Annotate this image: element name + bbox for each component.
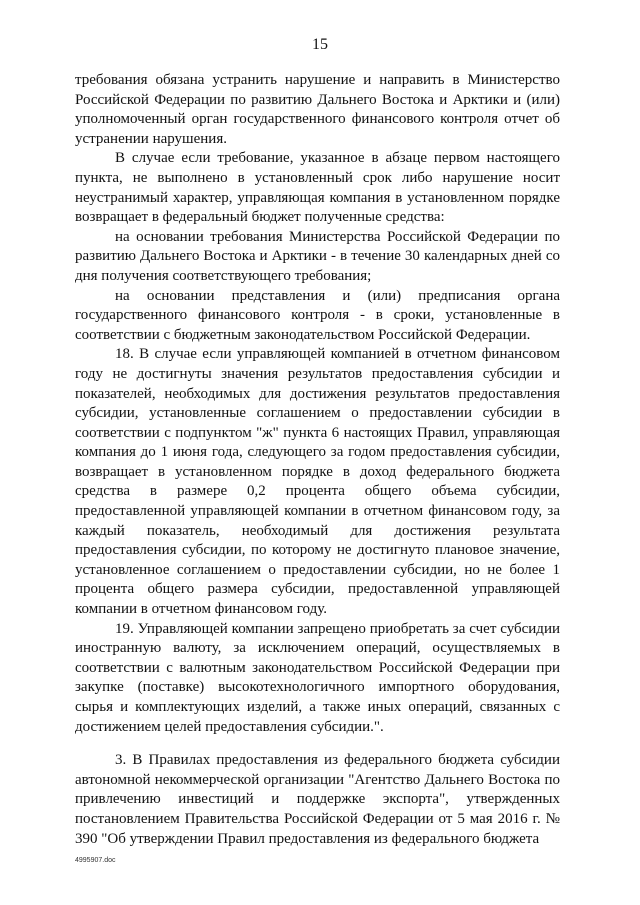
paragraph-3: на основании требования Министерства Российской Федерации по развитию Дальнего Востока и Арктики - в течение 30 календарных дней со дня получения соответствующего требования; [75,228,560,284]
document-file-name: 4995907.doc [75,857,116,864]
paragraph-6: 19. Управляющей компании запрещено приобретать за счет субсидии иностранную валюту, за исключением операций, осуществляемых в соответствии с валютным законодательством Российской Федерации при закупке (поставке) высокотехнологичного импортного оборудования, сырья и комплектующих изделий, а также иных операций, связанных с достижением целей предоставления субсидии.". [75,620,560,735]
paragraph-2: В случае если требование, указанное в абзаце первом настоящего пункта, не выполнено в установленный срок либо нарушение носит неустранимый характер, управляющая компания в установленном порядке возвращает в федеральный бюджет полученные средства: [75,150,560,226]
paragraph-7: 3. В Правилах предоставления из федерального бюджета субсидии автономной некоммерческой организации "Агентство Дальнего Востока по привлечению инвестиций и поддержке экспорта", утвержденных постановлением Правительства Российской Федерации от 5 мая 2016 г. № 390 "Об утверждении Правил предоставления из федерального бюджета [75,752,560,847]
page-number: 15 [312,36,328,53]
paragraph-1: требования обязана устранить нарушение и направить в Министерство Российской Федерации по развитию Дальнего Востока и Арктики и (или) уполномоченный орган государственного финансового контроля отчет об устранении нарушения. [75,72,560,147]
document-body [75,71,560,849]
paragraph-5: 18. В случае если управляющей компанией в отчетном финансовом году не достигнуты значения результатов предоставления субсидии и показателей, необходимых для достижения результатов предоставления субсидии, установленные соглашением о предоставлении субсидии в соответствии с подпунктом "ж" пункта 6 настоящих Правил, управляющая компания до 1 июня года, следующего за годом предоставления субсидии, возвращает в установленном порядке в доход федерального бюджета средства в размере 0,2 процента общего объема субсидии, предоставленной управляющей компании в отчетном финансовом году, за каждый показатель, необходимый для достижения результата предоставления субсидии, по которому не достигнуто плановое значение, установленное соглашением о предоставлении субсидии, но не более 1 процента общего размера субсидии, предоставленной управляющей компании в отчетном финансовом году. [75,346,560,618]
paragraph-4: на основании представления и (или) предписания органа государственного финансового контроля - в сроки, установленные в соответствии с бюджетным законодательством Российской Федерации. [75,287,560,343]
